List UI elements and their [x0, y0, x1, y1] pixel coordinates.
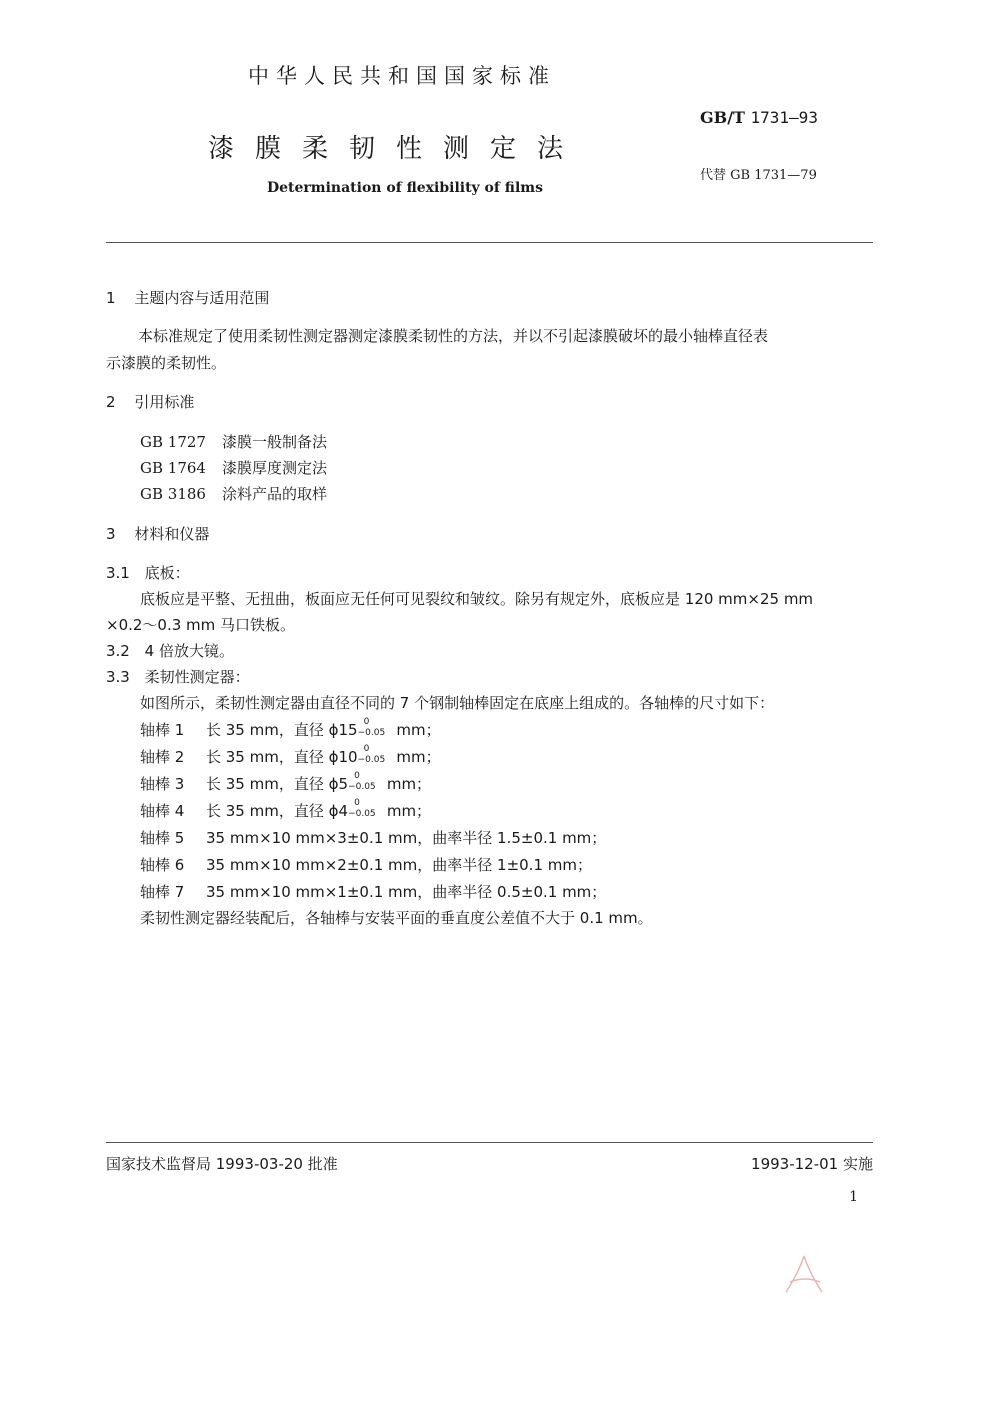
- section-1-paragraph-line-2: 示漆膜的柔韧性。: [106, 354, 227, 372]
- subsection-title: 柔韧性测定器：: [144, 668, 250, 686]
- section-1-paragraph-line-1: 本标准规定了使用柔韧性测定器测定漆膜柔韧性的方法，并以不引起漆膜破坏的最小轴棒直径表: [138, 327, 769, 345]
- subsection-3-1-heading: [106, 562, 190, 583]
- english-title: Determination of flexibility of films: [267, 180, 543, 196]
- rod-spec: 长 35 mm，直径 ϕ10: [206, 748, 358, 766]
- rod-spec-item: [140, 854, 592, 875]
- rod-spec: 长 35 mm，直径 ϕ4: [206, 802, 349, 820]
- rod-spec: 35 mm×10 mm×2±0.1 mm，曲率半径 1±0.1 mm；: [206, 856, 592, 874]
- subsection-number: 3.3: [106, 668, 130, 686]
- tolerance: [348, 771, 382, 792]
- tolerance-lower: −0.05: [348, 782, 376, 792]
- national-standard-heading: 中华人民共和国国家标准: [248, 64, 556, 88]
- subsection-3-3-intro: 如图所示，柔韧性测定器由直径不同的 7 个钢制轴棒固定在底座上组成的。各轴棒的尺寸如下：: [140, 694, 775, 712]
- tolerance: [348, 798, 382, 819]
- rod-label: 轴棒 7: [140, 883, 185, 901]
- replaces-code: GB 1731—79: [730, 168, 817, 183]
- reference-title: 涂料产品的取样: [222, 485, 328, 503]
- section-title: 材料和仪器: [134, 525, 210, 543]
- reference-item: [140, 457, 327, 478]
- tolerance-upper: 0: [354, 798, 360, 808]
- section-3-heading: [106, 523, 209, 544]
- reference-code: GB 1727: [140, 433, 206, 451]
- rod-label: 轴棒 4: [140, 802, 185, 820]
- reference-code: GB 1764: [140, 459, 206, 477]
- rod-spec-item: [140, 746, 441, 767]
- header-divider: [106, 242, 873, 243]
- section-title: 主题内容与适用范围: [134, 289, 270, 307]
- reference-title: 漆膜厚度测定法: [222, 459, 328, 477]
- rod-spec: 35 mm×10 mm×1±0.1 mm，曲率半径 0.5±0.1 mm；: [206, 883, 607, 901]
- tolerance-upper: 0: [354, 771, 360, 781]
- rod-label: 轴棒 5: [140, 829, 185, 847]
- subsection-number: 3.2: [106, 642, 130, 660]
- reference-title: 漆膜一般制备法: [222, 433, 328, 451]
- tolerance-lower: −0.05: [357, 728, 386, 738]
- rod-unit: mm；: [391, 721, 441, 739]
- tolerance-upper: 0: [363, 744, 370, 754]
- rod-spec-item: [140, 881, 606, 902]
- rod-spec-item: [140, 773, 431, 794]
- section-1-heading: [106, 287, 269, 308]
- subsection-3-1-line-1: 底板应是平整、无扭曲，板面应无任何可见裂纹和皱纹。除另有规定外，底板应是 120 mm×25 mm: [140, 590, 814, 608]
- section-title: 引用标准: [134, 393, 195, 411]
- tolerance-lower: −0.05: [348, 809, 376, 819]
- effective-date: 1993-12-01 实施: [751, 1155, 873, 1173]
- replaces-note: [700, 164, 817, 183]
- subsection-3-2-heading: [106, 640, 234, 661]
- tolerance-lower: −0.05: [357, 755, 386, 765]
- subsection-number: 3.1: [106, 564, 130, 582]
- section-number: 2: [106, 393, 116, 411]
- approval-note: 国家技术监督局 1993-03-20 批准: [106, 1155, 338, 1173]
- subsection-title: 底板：: [144, 564, 190, 582]
- watermark-logo-icon: [782, 1252, 826, 1298]
- tolerance: [357, 744, 392, 765]
- footer-divider: [106, 1142, 873, 1143]
- rod-spec: 35 mm×10 mm×3±0.1 mm，曲率半径 1.5±0.1 mm；: [206, 829, 607, 847]
- rod-spec-item: [140, 719, 441, 740]
- standard-number: 1731—93: [750, 108, 818, 127]
- document-title: 漆膜柔韧性测定法: [208, 134, 585, 164]
- subsection-3-3-closing: 柔韧性测定器经装配后，各轴棒与安装平面的垂直度公差值不大于 0.1 mm。: [140, 909, 653, 927]
- rod-unit: mm；: [382, 802, 432, 820]
- rod-spec-item: [140, 827, 606, 848]
- standard-code: [700, 108, 818, 127]
- subsection-3-1-line-2: ×0.2～0.3 mm 马口铁板。: [106, 616, 296, 634]
- rod-spec: 长 35 mm，直径 ϕ15: [206, 721, 358, 739]
- rod-spec: 长 35 mm，直径 ϕ5: [206, 775, 349, 793]
- rod-unit: mm；: [391, 748, 441, 766]
- rod-label: 轴棒 2: [140, 748, 185, 766]
- replaces-label: 代替: [700, 168, 727, 183]
- page-number: 1: [849, 1189, 858, 1205]
- section-2-heading: [106, 391, 194, 412]
- rod-spec-item: [140, 800, 431, 821]
- reference-item: [140, 431, 327, 452]
- reference-item: [140, 483, 327, 504]
- standard-prefix: GB/T: [700, 108, 745, 127]
- subsection-title: 4 倍放大镜。: [144, 642, 234, 660]
- rod-unit: mm；: [382, 775, 432, 793]
- rod-label: 轴棒 6: [140, 856, 185, 874]
- section-number: 3: [106, 525, 116, 543]
- rod-label: 轴棒 3: [140, 775, 185, 793]
- subsection-3-3-heading: [106, 666, 250, 687]
- tolerance-upper: 0: [363, 717, 370, 727]
- rod-label: 轴棒 1: [140, 721, 185, 739]
- section-number: 1: [106, 289, 116, 307]
- reference-code: GB 3186: [140, 485, 206, 503]
- tolerance: [357, 717, 392, 738]
